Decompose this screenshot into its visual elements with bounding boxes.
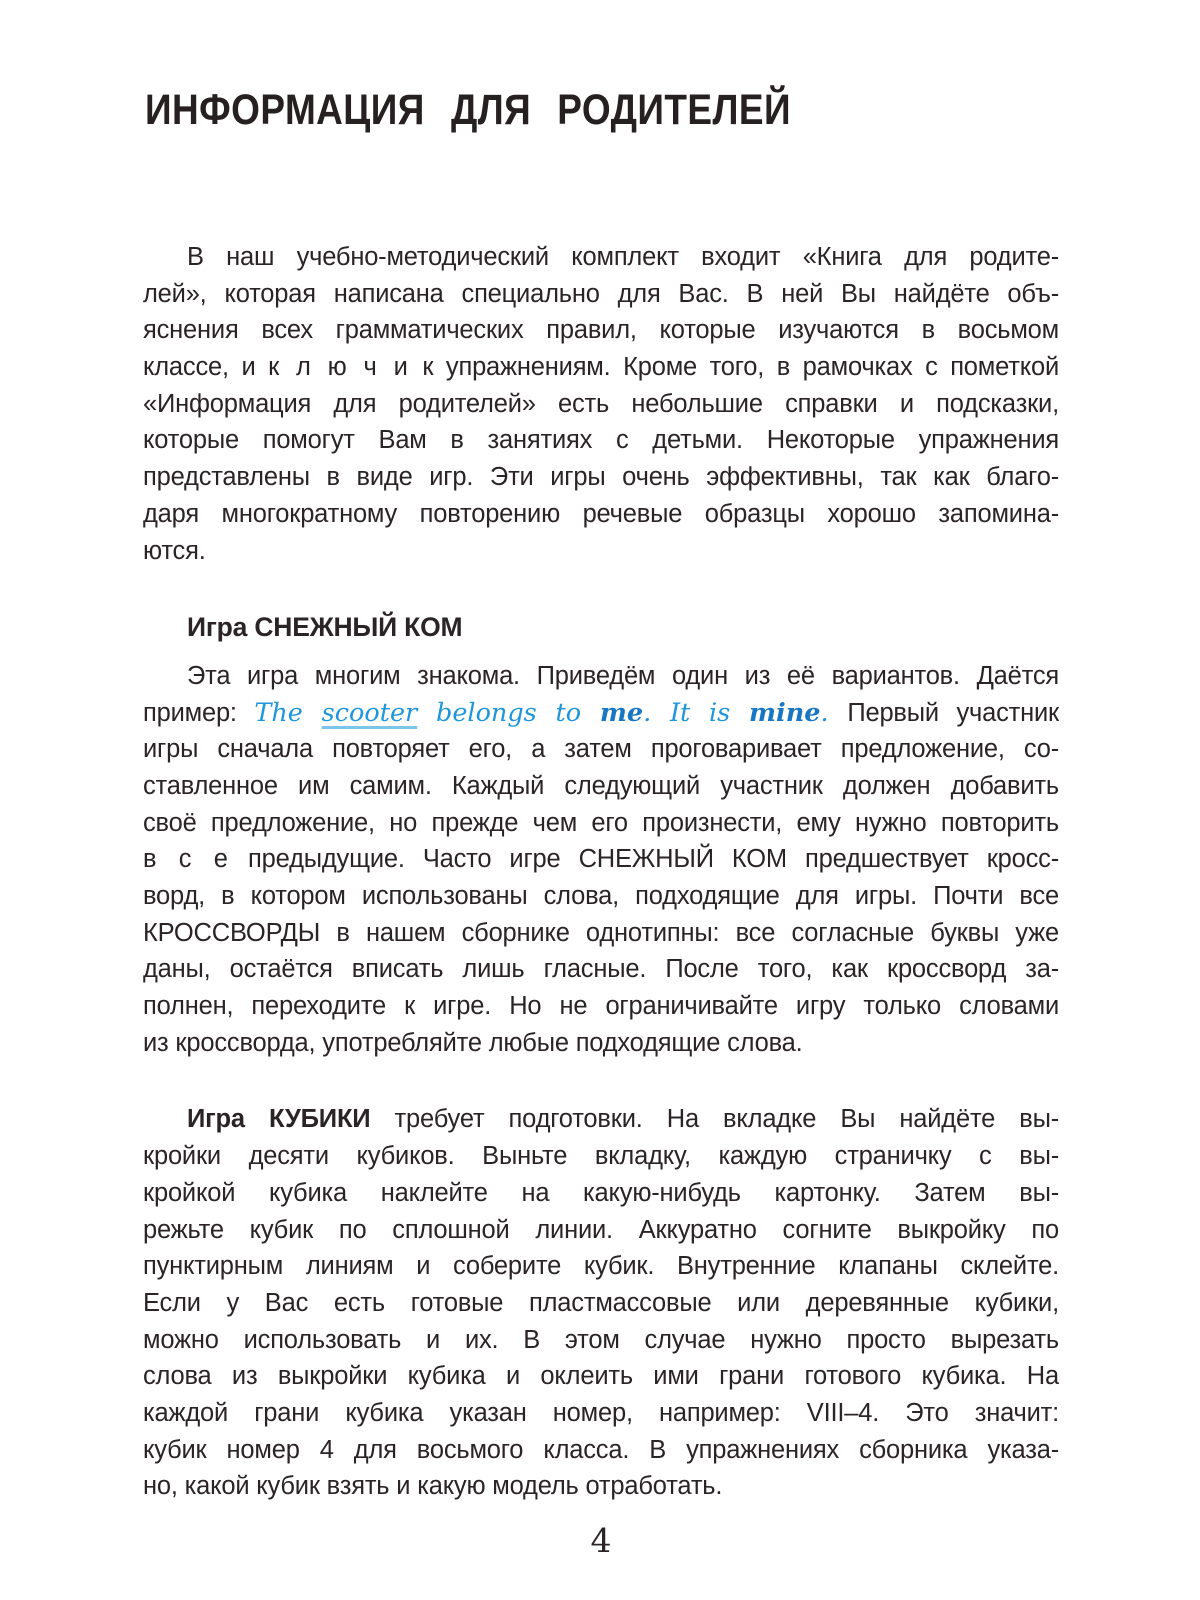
text-segment: которые помогут Вам в занятиях с детьми. Некоторые упражнения [143,426,1059,455]
page-title: ИНФОРМАЦИЯ ДЛЯ РОДИТЕЛЕЙ [145,86,792,134]
english-example-text: The [254,697,322,728]
text-line [143,878,1059,915]
text-segment: но, какой кубик взять и какую модель отработать. [143,1472,723,1501]
text-line [143,1025,1059,1062]
text-segment: Первый участник [847,698,1059,727]
paragraph [143,658,1059,1062]
text-segment: из кроссворда, употребляйте любые подходящие слова. [143,1028,803,1057]
english-example-text: me [599,697,644,728]
text-segment: требует подготовки. На вкладке Вы найдёте вы- [370,1105,1059,1134]
text-blocks [143,239,1059,1505]
text-line [143,1138,1059,1175]
text-line [143,1285,1059,1322]
text-line [143,695,1059,732]
text-line [143,988,1059,1025]
text-line [143,1322,1059,1359]
text-segment: кройкой кубика наклейте на какую-нибудь картонку. Затем вы- [143,1178,1059,1207]
text-line [143,731,1059,768]
text-segment: даны, остаётся вписать лишь гласные. После того, как кроссворд за- [143,955,1059,984]
text-segment: кройки десяти кубиков. Выньте вкладку, каждую страничку с вы- [143,1142,1059,1171]
text-line [143,349,1059,386]
english-example-text: . [820,697,848,728]
english-example-text: . It is [643,697,750,728]
text-line [143,459,1059,496]
text-line [143,951,1059,988]
text-segment: можно использовать и их. В этом случае нужно просто вырезать [143,1325,1059,1354]
text-segment: полнен, переходите к игре. Но не ограничивайте игру только словами [143,992,1059,1021]
text-line [143,422,1059,459]
text-segment: предыдущие. Часто игре СНЕЖНЫЙ КОМ предшествует кросс- [230,845,1059,874]
text-line [143,1101,1059,1138]
text-line [143,1212,1059,1249]
english-word-underlined: scooter [321,697,418,728]
text-segment: к упражнениям. Кроме того, в рамочках с пометкой [409,353,1059,382]
text-segment: игры сначала повторяет его, а затем проговаривает предложение, со- [143,735,1059,764]
text-segment: яснения всех грамматических правил, которые изучаются в восьмом [143,316,1059,345]
bold-run: Игра СНЕЖНЫЙ КОМ [187,612,463,643]
text-line [143,805,1059,842]
text-segment: кубик номер 4 для восьмого класса. В упражнениях сборника указа- [143,1435,1059,1464]
text-segment: КРОССВОРДЫ в нашем сборнике однотипны: все согласные буквы уже [143,918,1059,947]
text-segment: каждой грани кубика указан номер, например: VIII–4. Это значит: [143,1398,1059,1427]
text-line [143,1395,1059,1432]
text-segment: режьте кубик по сплошной линии. Аккуратно согните выкройку по [143,1215,1059,1244]
text-line [143,1248,1059,1285]
text-segment: слова из выкройки кубика и оклеить ими грани готового кубика. На [143,1362,1059,1391]
text-segment: лей», которая написана специально для Вас. В ней Вы найдёте объ- [143,279,1059,308]
text-line [143,312,1059,349]
text-segment: пример: [143,698,255,727]
text-segment: представлены в виде игр. Эти игры очень эффективны, так как благо- [143,463,1059,492]
text-line [143,533,1059,570]
text-line [143,915,1059,952]
section-heading [143,609,1059,646]
english-example-text: mine [749,697,821,728]
text-segment: даря многократному повторению речевые образцы хорошо запомина- [143,499,1059,528]
text-segment: своё предложение, но прежде чем его произнести, ему нужно повторить [143,808,1059,837]
text-line [143,276,1059,313]
text-line [143,1175,1059,1212]
text-line [143,768,1059,805]
text-line [143,496,1059,533]
text-line [143,1432,1059,1469]
text-segment: ворд, в котором использованы слова, подходящие для игры. Почти все [143,882,1059,910]
text-line [143,1358,1059,1395]
text-segment: в с е [143,845,230,874]
text-line [143,239,1059,276]
text-line [143,658,1059,695]
text-segment: пунктирным линиям и соберите кубик. Внутренние клапаны склейте. [143,1252,1059,1281]
text-line [143,386,1059,423]
text-segment: ставленное им самим. Каждый следующий участник должен добавить [143,771,1059,800]
text-segment: классе, и [143,353,269,382]
english-example-text: belongs to [417,697,600,728]
text-segment: ются. [143,536,206,565]
text-line [187,609,1059,646]
text-segment: Если у Вас есть готовые пластмассовые или деревянные кубики, [143,1288,1059,1317]
text-segment: «Информация для родителей» есть небольшие справки и подсказки, [143,389,1059,418]
paragraph [143,239,1059,569]
text-segment: В наш учебно-методический комплект входит «Книга для родите- [187,243,1059,271]
page-number: 4 [590,1521,612,1560]
text-segment: Эта игра многим знакома. Приведём один из её вариантов. Даётся [187,661,1059,690]
text-segment: к л ю ч и [268,353,410,382]
text-line [143,841,1059,878]
text-line [143,1468,1059,1505]
bold-run: Игра КУБИКИ [187,1105,371,1134]
paragraph [143,1101,1059,1505]
